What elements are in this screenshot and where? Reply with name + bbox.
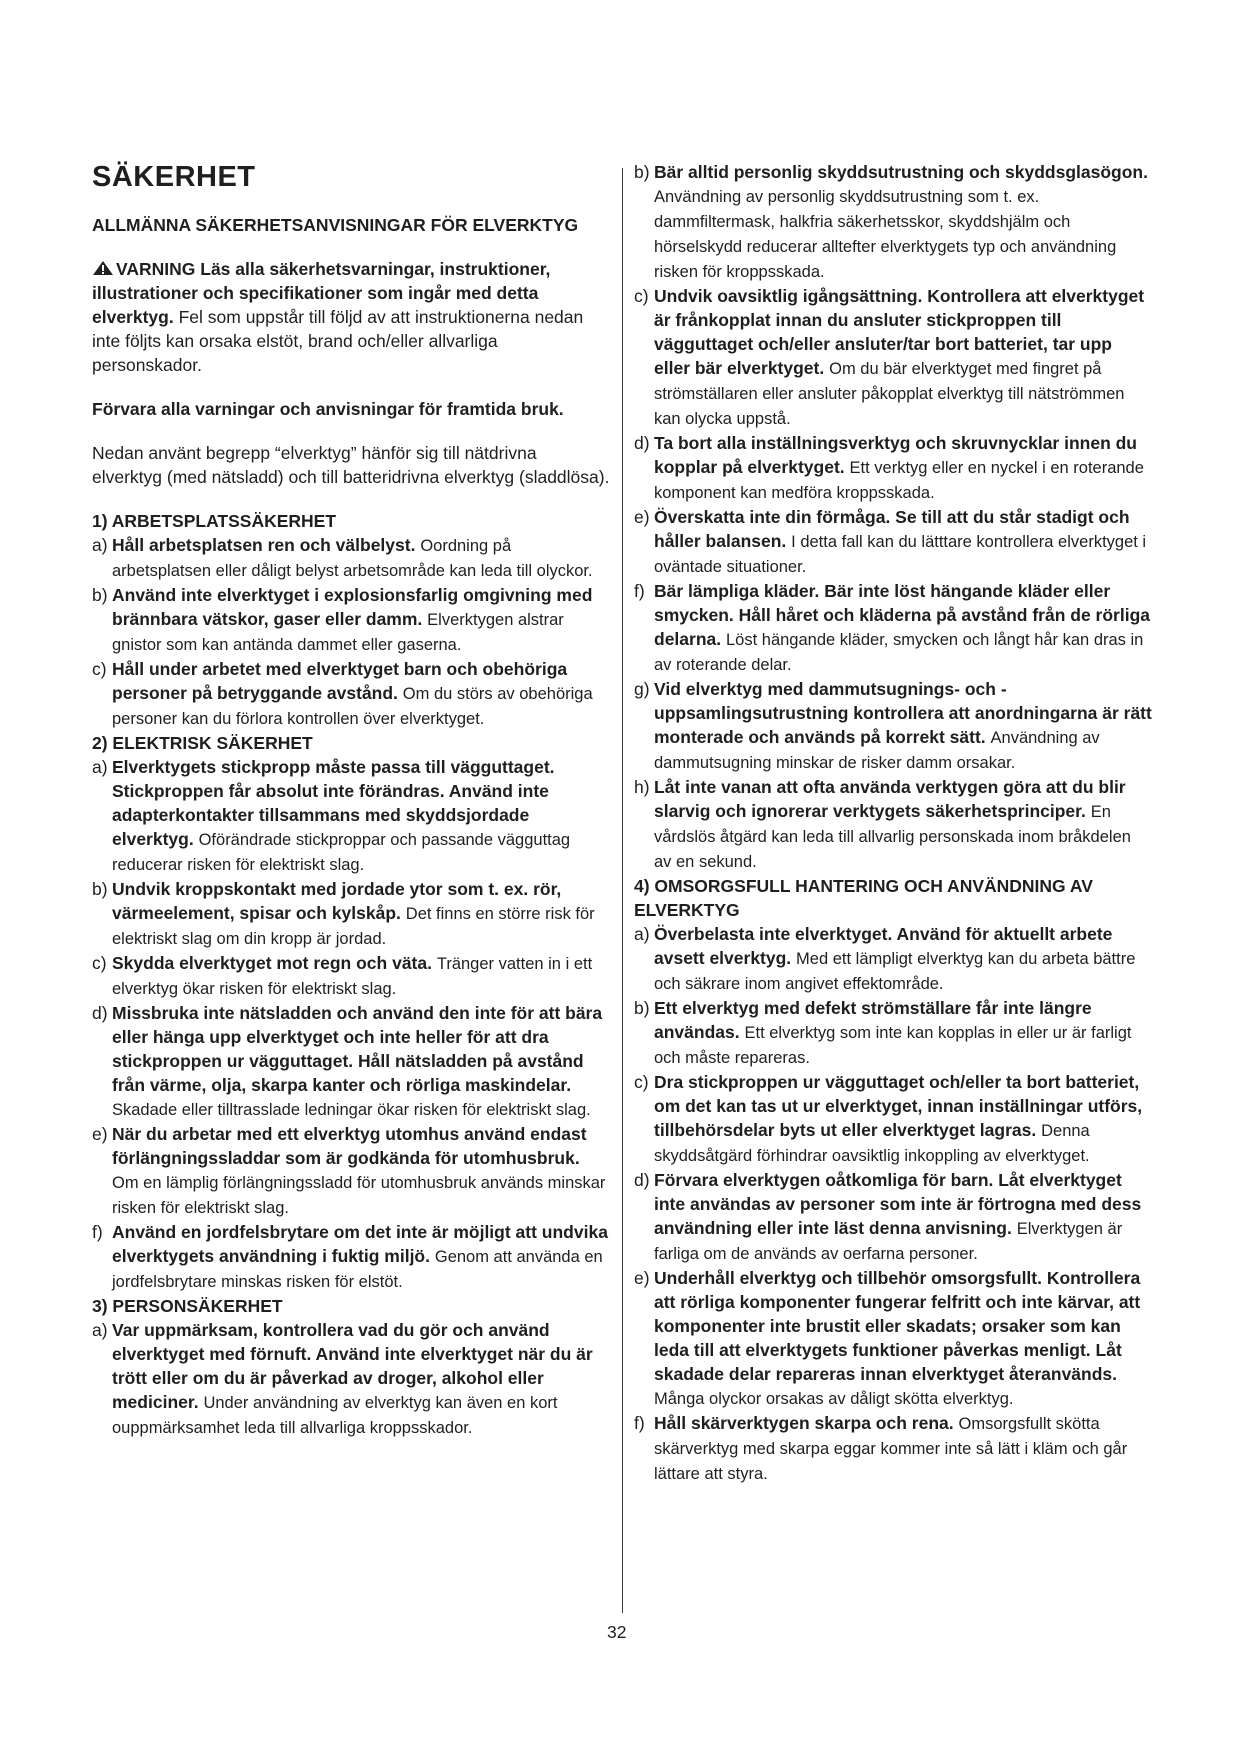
section-careful-handling [634,874,1152,1486]
section-heading: 4) OMSORGSFULL HANTERING OCH ANVÄNDNING AV ELVERKTYG [634,876,1093,920]
list-item: d) Missbruka inte nätsladden och använd den inte för att bära eller hänga upp elverktyget och inte heller för att dra stickproppen ur vägguttaget. Håll nätsladden på avstånd från värme, olja, skarpa kanter och rörliga maskindelar. Skadade eller tilltrasslade ledningar ökar risken för elektriskt slag. [92,1002,603,1119]
list-item: h) Låt inte vanan att ofta använda verktygen göra att du blir slarvig och ignorerar verktygets säkerhetsprinciper. En vårdslös åtgärd kan leda till allvarlig personskada inom bråkdelen av en sekund. [634,777,1131,871]
list-item: f) Håll skärverktygen skarpa och rena. Omsorgsfullt skötta skärverktyg med skarpa eggar kommer inte så lätt i kläm och går lättare att styra. [634,1413,1128,1483]
section-heading: 1) ARBETSPLATSSÄKERHET [92,510,337,531]
warning-normal-text: Fel som uppstår till följd av att instruktionerna nedan inte följts kan orsaka elstöt, brand och/eller allvarliga personskador. [92,306,584,375]
warning-triangle-icon [92,260,114,276]
list-item: g) Vid elverktyg med dammutsugnings- och -uppsamlingsutrustning kontrollera att anordningarna är rätt monterade och används på korrekt sätt. Användning av dammutsugning minskar de risker damm orsakar. [634,679,1152,772]
right-column [634,160,1152,1486]
list-item: b) Använd inte elverktyget i explosionsfarlig omgivning med brännbara vätskor, gaser eller damm. Elverktygen alstrar gnistor som kan antända dammet eller gaserna. [92,584,593,654]
section-subtitle: ALLMÄNNA SÄKERHETSANVISNINGAR FÖR ELVERKTYG [92,214,579,235]
section-heading: 2) ELEKTRISK SÄKERHET [92,732,313,753]
list-item: e) När du arbetar med ett elverktyg utomhus använd endast förlängningssladdar som är godkända för utomhusbruk. Om en lämplig förlängningssladd för utomhusbruk används minskar risken för elektriskt slag. [92,1123,606,1217]
list-item: a) Håll arbetsplatsen ren och välbelyst. Oordning på arbetsplatsen eller dåligt belyst arbetsområde kan leda till olyckor. [92,534,593,580]
list-item: e) Underhåll elverktyg och tillbehör omsorgsfullt. Kontrollera att rörliga komponenter fungerar felfritt och inte kärvar, att komponenter inte brustit eller skadats; orsaker som kan leda till att elverktygets funktioner påverkas menligt. Låt skadade delar repareras innan elverktyget återanvänds. Många olyckor orsakas av dåligt skötta elverktyg. [634,1268,1141,1408]
left-column [92,160,610,1440]
section-electrical-safety [92,731,610,1294]
warning-paragraph [92,257,610,377]
list-item: c) Undvik oavsiktlig igångsättning. Kontrollera att elverktyget är frånkopplat innan du ansluter stickproppen till vägguttaget och/eller ansluter/tar bort batteriet, tar upp eller bär elverktyget. Om du bär elverktyget med fingret på strömställaren eller ansluter påkopplat elverktyg till nätströmmen kan olycka uppstå. [634,286,1145,428]
list-item: c) Skydda elverktyget mot regn och väta. Tränger vatten in i ett elverktyg ökar risken för elektriskt slag. [92,952,593,998]
definition-paragraph: Nedan använt begrepp “elverktyg” hänför sig till nätdrivna elverktyg (med nätsladd) och till batteridrivna elverktyg (sladdlösa). [92,442,610,487]
list-item: c) Dra stickproppen ur vägguttaget och/eller ta bort batteriet, om det kan tas ut ur elverktyget, innan inställningar utförs, tillbehörsdelar byts ut eller elverktyget lagras. Denna skyddsåtgärd förhindrar oavsiktlig inkoppling av elverktyget. [634,1072,1143,1165]
warning-bold-text: VARNING Läs alla säkerhetsvarningar, instruktioner, illustrationer och specifikationer som ingår med detta elverktyg. [92,258,551,327]
list-item: b) Undvik kroppskontakt med jordade ytor som t. ex. rör, värmeelement, spisar och kylskåp. Det finns en större risk för elektriskt slag om din kropp är jordad. [92,878,595,948]
list-item: b) Bär alltid personlig skyddsutrustning och skyddsglasögon. Användning av personlig skyddsutrustning som t. ex. dammfiltermask, halkfria säkerhetsskor, skyddshjälm och hörselskydd reducerar alltefter elverktygets typ och användning risken för kroppsskada. [634,162,1148,281]
page-number: 32 [607,1622,627,1642]
list-item: a) Elverktygets stickpropp måste passa till vägguttaget. Stickproppen får absolut inte förändras. Använd inte adapterkontakter tillsammans med skyddsjordade elverktyg. Oförändrade stickproppar och passande vägguttag reducerar risken för elektriskt slag. [92,756,571,874]
page-title: SÄKERHET [92,161,256,193]
section-heading: 3) PERSONSÄKERHET [92,1295,283,1316]
list-item: d) Förvara elverktygen oåtkomliga för barn. Låt elverktyget inte användas av personer som inte är förtrogna med dess användning eller inte läst denna anvisning. Elverktygen är farliga om de används av oerfarna personer. [634,1170,1142,1263]
list-item: e) Överskatta inte din förmåga. Se till att du står stadigt och håller balansen. I detta fall kan du lätttare kontrollera elverktyget i oväntade situationer. [634,507,1147,576]
section-work-area-safety [92,509,610,731]
keep-instructions-note: Förvara alla varningar och anvisningar för framtida bruk. [92,398,564,419]
list-item: f) Använd en jordfelsbrytare om det inte är möjligt att undvika elverktygets användning i fuktig miljö. Genom att använda en jordfelsbrytare minskas risken för elstöt. [92,1221,608,1291]
section-personal-safety-continued [634,160,1152,874]
column-divider [622,168,623,1613]
list-item: a) Överbelasta inte elverktyget. Använd för aktuellt arbete avsett elverktyg. Med ett lämpligt elverktyg kan du arbeta bättre och säkrare inom angivet effektområde. [634,924,1136,993]
list-item: a) Var uppmärksam, kontrollera vad du gör och använd elverktyget med förnuft. Använd inte elverktyget när du är trött eller om du är påverkad av droger, alkohol eller mediciner. Under användning av elverktyg kan även en kort ouppmärksamhet leda till allvarliga kroppsskador. [92,1319,593,1437]
list-item: b) Ett elverktyg med defekt strömställare får inte längre användas. Ett elverktyg som inte kan kopplas in eller ur är farligt och måste repareras. [634,998,1132,1067]
list-item: d) Ta bort alla inställningsverktyg och skruvnycklar innen du kopplar på elverktyget. Ett verktyg eller en nyckel i en roterande komponent kan medföra kroppsskada. [634,433,1144,502]
list-item: f) Bär lämpliga kläder. Bär inte löst hängande kläder eller smycken. Håll håret och kläderna på avstånd från de rörliga delarna. Löst hängande kläder, smycken och långt hår kan dras in av roterande delar. [634,581,1151,674]
section-personal-safety [92,1294,610,1440]
list-item: c) Håll under arbetet med elverktyget barn och obehöriga personer på betryggande avstånd. Om du störs av obehöriga personer kan du förlora kontrollen över elverktyget. [92,658,593,728]
